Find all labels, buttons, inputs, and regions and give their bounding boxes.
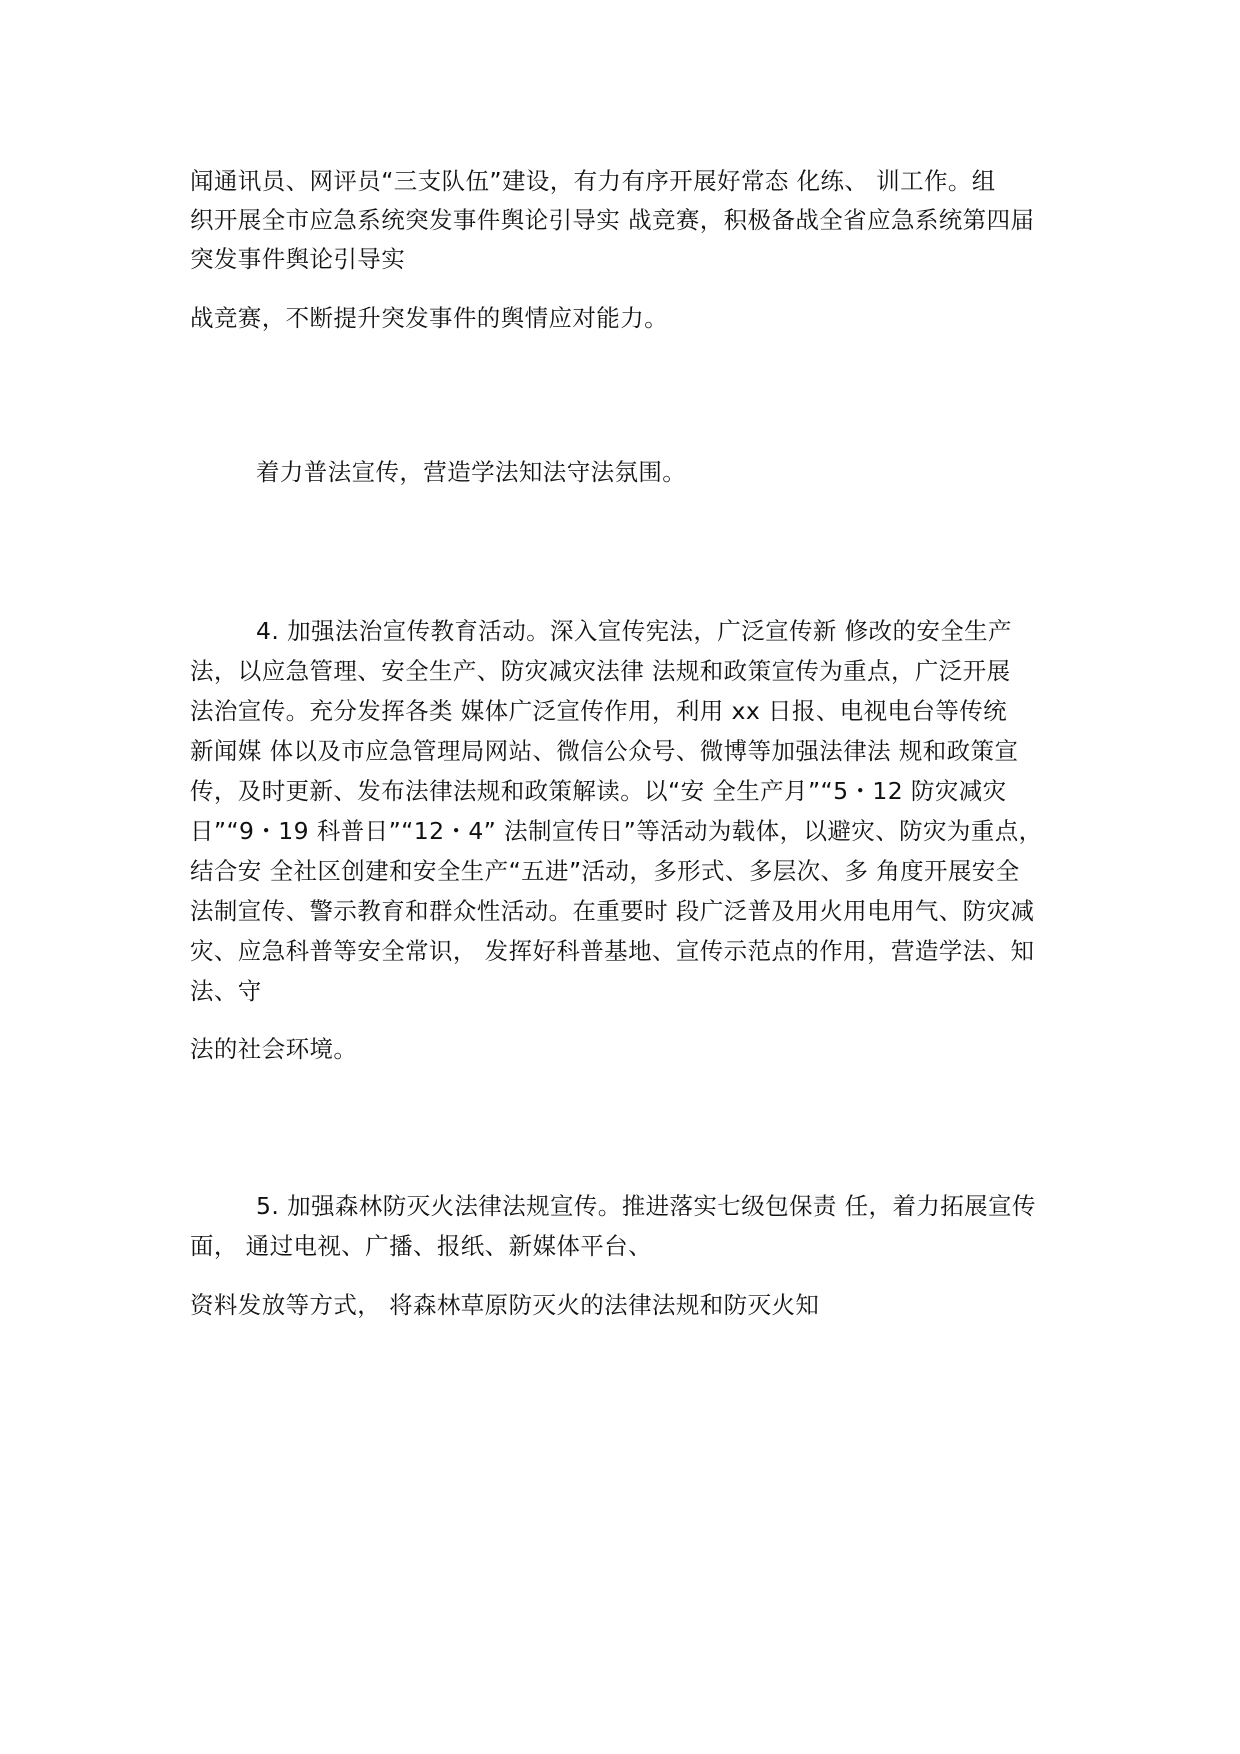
paragraph-line: 传，及时更新、发布法律法规和政策解读。以“安 全生产月”“5・12 防灾减灾: [190, 777, 1007, 805]
paragraph-line: 灾、应急科普等安全常识， 发挥好科普基地、宣传示范点的作用，营造学法、知: [190, 937, 1035, 965]
paragraph-line: 织开展全市应急系统突发事件舆论引导实 战竞赛，积极备战全省应急系统第四届: [190, 206, 1035, 234]
paragraph-line: 法制宣传、警示教育和群众性活动。在重要时 段广泛普及用火用电用气、防灾减: [190, 897, 1035, 925]
paragraph-line: 面， 通过电视、广播、报纸、新媒体平台、: [190, 1232, 652, 1260]
paragraph-line: 法、守: [190, 977, 262, 1005]
paragraph-line: 战竞赛，不断提升突发事件的舆情应对能力。: [190, 304, 668, 332]
paragraph-line: 闻通讯员、网评员“三支队伍”建设，有力有序开展好常态 化练、 训工作。组: [190, 167, 996, 195]
paragraph-line: 结合安 全社区创建和安全生产“五进”活动，多形式、多层次、多 角度开展安全: [190, 857, 1020, 885]
paragraph-line: 4. 加强法治宣传教育活动。深入宣传宪法，广泛宣传新 修改的安全生产: [256, 617, 1012, 645]
paragraph-line: 5. 加强森林防灭火法律法规宣传。推进落实七级包保责 任，着力拓展宣传: [256, 1192, 1036, 1220]
paragraph-line: 法的社会环境。: [190, 1035, 358, 1063]
paragraph-line: 法，以应急管理、安全生产、防灾减灾法律 法规和政策宣传为重点，广泛开展: [190, 657, 1011, 685]
section-heading: 着力普法宣传，营造学法知法守法氛围。: [256, 458, 687, 486]
paragraph-line: 资料发放等方式， 将森林草原防灭火的法律法规和防灭火知: [190, 1291, 820, 1319]
paragraph-line: 新闻媒 体以及市应急管理局网站、微信公众号、微博等加强法律法 规和政策宣: [190, 737, 1019, 765]
paragraph-line: 日”“9・19 科普日”“12・4” 法制宣传日”等活动为载体，以避灾、防灾为重点，: [190, 817, 1043, 845]
paragraph-line: 法治宣传。充分发挥各类 媒体广泛宣传作用，利用 xx 日报、电视电台等传统: [190, 697, 1008, 725]
paragraph-line: 突发事件舆论引导实: [190, 245, 406, 273]
